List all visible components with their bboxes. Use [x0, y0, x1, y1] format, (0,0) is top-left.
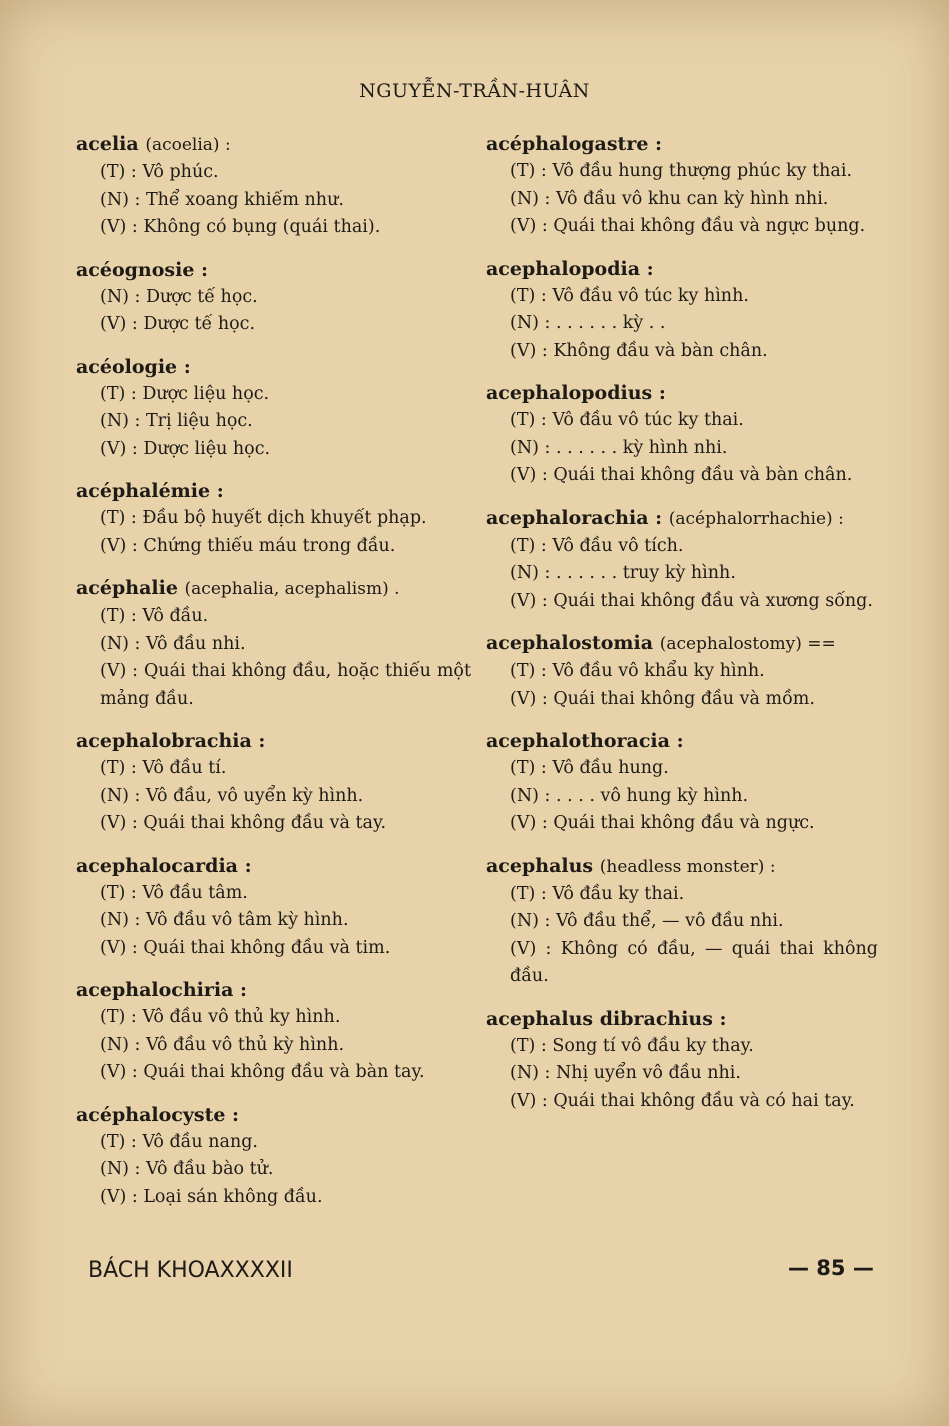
entry-headword: acephalopodia :	[486, 257, 654, 280]
entry-definition: (T) : Vô đầu vô thủ ky hình.	[100, 1007, 341, 1027]
entry-term	[486, 504, 878, 533]
entry-definition: (N) : Vô đầu, vô uyển kỳ hình.	[100, 785, 364, 806]
entry-definition: (T) : Vô đầu vô khẩu ky hình.	[510, 661, 765, 681]
entry-definition: (T) : Đầu bộ huyết dịch khuyết phạp.	[100, 508, 427, 528]
entry-definition: (V) : Quái thai không đầu và tay.	[100, 813, 387, 833]
page-number: — 85 —	[788, 1256, 874, 1280]
entry-term	[76, 976, 471, 1004]
entry-definition: (T) : Vô đầu tâm.	[100, 882, 248, 903]
entry-definition: (V) : Quái thai không đầu và tim.	[100, 937, 391, 958]
entry-definition: (T) : Vô đầu ky thai.	[510, 883, 685, 904]
entry-note: (acéphalorrhachie) :	[668, 508, 844, 529]
dictionary-entry	[486, 379, 878, 490]
entry-definition: (V) : Quái thai không đầu và bàn chân.	[510, 465, 853, 485]
entry-definition: (N) : Thể xoang khiếm như.	[100, 189, 344, 210]
entry-definition: (N) : Vô đầu nhi.	[100, 633, 246, 654]
entry-headword: acéphalogastre :	[486, 133, 663, 155]
dictionary-entry	[486, 504, 878, 616]
dictionary-entry	[486, 130, 878, 241]
entry-headword: acephalocardia :	[76, 854, 252, 877]
entry-definition: (V) : Quái thai không đầu và có hai tay.	[510, 1090, 855, 1111]
entry-term	[76, 130, 471, 159]
entry-definition: (N) : Dược tế học.	[100, 286, 258, 307]
entry-definition: (N) : Vô đầu vô thủ kỳ hình.	[100, 1034, 345, 1055]
entry-term	[486, 379, 878, 407]
dictionary-entry	[486, 852, 878, 991]
entry-definition: (T) : Vô đầu vô tích.	[510, 535, 684, 556]
entry-headword: acéphalie	[76, 577, 178, 599]
entry-term	[486, 629, 878, 658]
dictionary-entry	[76, 727, 471, 838]
entry-definition: (T) : Vô đầu nang.	[100, 1131, 258, 1152]
entry-term	[76, 353, 471, 381]
entry-term	[486, 852, 878, 881]
entry-definition: (T) : Vô đầu tí.	[100, 758, 227, 778]
entry-definition: (N) : Vô đầu bào tử.	[100, 1159, 274, 1179]
dictionary-entry	[486, 629, 878, 713]
dictionary-entry	[76, 852, 471, 963]
entry-headword: acephalostomia	[486, 632, 654, 654]
entry-definition: (T) : Dược liệu học.	[100, 383, 270, 404]
entry-definition: (T) : Vô phúc.	[100, 162, 219, 182]
entry-note: (acephalia, acephalism) .	[184, 579, 400, 599]
entry-definition: (N) : Vô đầu thể, — vô đầu nhi.	[510, 911, 784, 931]
entry-headword: acephalus	[486, 854, 594, 877]
entry-definition: (V) : Loại sán không đầu.	[100, 1186, 323, 1207]
entry-definition: (N) : Trị liệu học.	[100, 411, 253, 431]
entry-headword: acelia	[76, 133, 139, 155]
entry-note: (acoelia) :	[145, 135, 231, 155]
entry-term	[486, 1005, 878, 1033]
dictionary-entry	[486, 1005, 878, 1116]
entry-definition: (V) : Chứng thiếu máu trong đầu.	[100, 535, 396, 556]
dictionary-entry	[486, 727, 878, 838]
dictionary-entry	[76, 256, 471, 339]
entry-definition: (T) : Song tí vô đầu ky thay.	[510, 1035, 754, 1056]
entry-definition: (N) : . . . . vô hung kỳ hình.	[510, 785, 749, 806]
entry-term	[76, 477, 471, 505]
dictionary-entry	[76, 574, 471, 713]
entry-headword: acéphalémie :	[76, 480, 224, 502]
entry-definition: (N) : Nhị uyển vô đầu nhi.	[510, 1063, 741, 1083]
entry-headword: acéphalocyste :	[76, 1103, 240, 1126]
entry-term	[76, 574, 471, 603]
entry-definition: (T) : Vô đầu vô túc ky thai.	[510, 410, 744, 430]
entry-definition: (V) : Quái thai không đầu và ngực bụng.	[510, 216, 866, 236]
entry-definition: (V) : Quái thai không đầu và xương sống.	[510, 590, 873, 611]
entry-definition: (V) : Không có bụng (quái thai).	[100, 217, 381, 237]
entry-definition: (N) : . . . . . . kỳ hình nhi.	[510, 437, 728, 458]
entry-definition: (T) : Vô đầu hung.	[510, 758, 669, 778]
entry-definition: (V) : Dược liệu học.	[100, 438, 271, 459]
entry-term	[76, 1101, 471, 1129]
entry-headword: acephalobrachia :	[76, 730, 266, 752]
entry-term	[486, 727, 878, 755]
entry-headword: acephalorachia :	[486, 506, 663, 529]
dictionary-entry	[76, 477, 471, 560]
page-header: NGUYỄN-TRẦN-HUÂN	[359, 80, 590, 102]
entry-note: (headless monster) :	[599, 856, 776, 877]
entry-definition: (N) : . . . . . . kỳ . .	[510, 313, 666, 333]
entry-definition: (V) : Dược tế học.	[100, 314, 256, 334]
entry-note: (acephalostomy) ==	[659, 634, 836, 654]
entry-term	[486, 255, 878, 283]
magazine-footer: BÁCH KHOAXXXXII	[88, 1258, 293, 1283]
entry-definition: (T) : Vô đầu.	[100, 606, 209, 626]
entry-definition: (T) : Vô đầu vô túc ky hình.	[510, 285, 749, 306]
entry-headword: acephalus dibrachius :	[486, 1007, 727, 1030]
entry-definition: (V) : Quái thai không đầu và bàn tay.	[100, 1062, 425, 1082]
entry-definition: (V) : Quái thai không đầu và ngực.	[510, 813, 815, 833]
entry-definition: (V) : Không có đầu, — quái thai không đầu.	[510, 938, 878, 986]
entry-term	[76, 852, 471, 880]
left-column	[76, 130, 471, 1225]
dictionary-entry	[76, 976, 471, 1087]
entry-definition: (N) : Vô đầu vô tâm kỳ hình.	[100, 910, 349, 930]
entry-term	[76, 256, 471, 284]
entry-definition: (V) : Không đầu và bàn chân.	[510, 340, 768, 361]
entry-definition: (V) : Quái thai không đầu, hoặc thiếu một mảng đầu.	[100, 661, 471, 709]
entry-headword: acephalothoracia :	[486, 730, 684, 752]
entry-term	[486, 130, 878, 158]
dictionary-entry	[76, 353, 471, 464]
entry-definition: (T) : Vô đầu hung thượng phúc ky thai.	[510, 161, 853, 181]
entry-term	[76, 727, 471, 755]
entry-headword: acéognosie :	[76, 258, 209, 281]
entry-definition: (N) : . . . . . . truy kỳ hình.	[510, 563, 736, 583]
entry-definition: (N) : Vô đầu vô khu can kỳ hình nhi.	[510, 188, 829, 209]
dictionary-entry	[76, 1101, 471, 1212]
entry-headword: acephalopodius :	[486, 382, 666, 404]
entry-definition: (V) : Quái thai không đầu và mồm.	[510, 688, 815, 709]
entry-headword: acephalochiria :	[76, 979, 248, 1001]
entry-headword: acéologie :	[76, 355, 191, 378]
dictionary-entry	[486, 255, 878, 366]
dictionary-entry	[76, 130, 471, 242]
right-column	[486, 130, 878, 1129]
